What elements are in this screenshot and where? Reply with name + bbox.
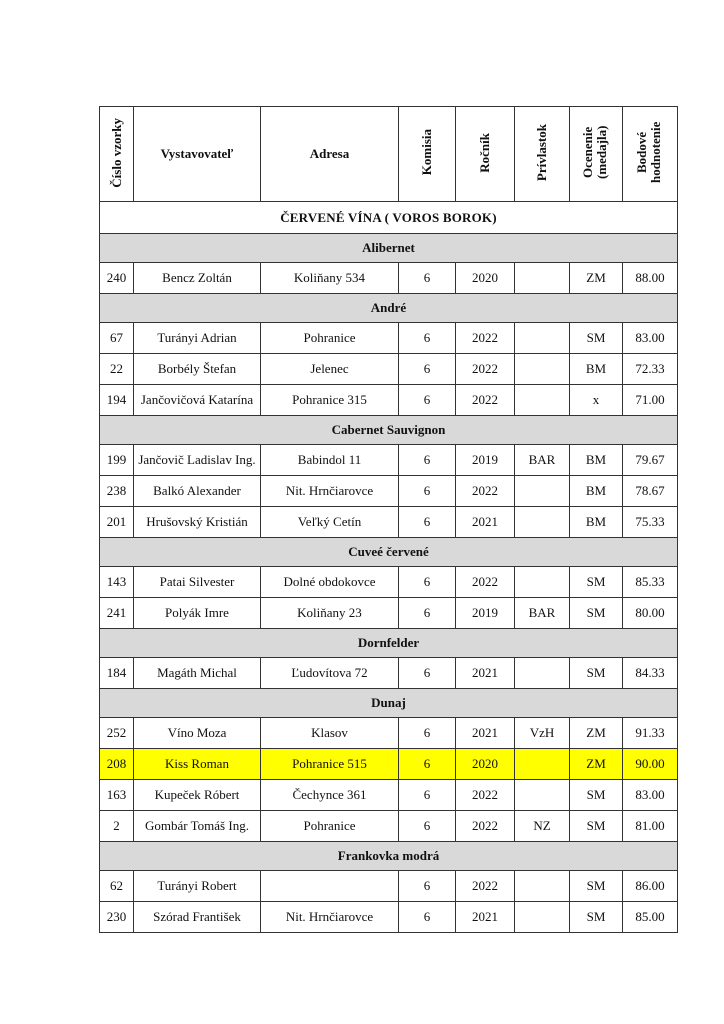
cell-privlastok [515,871,570,902]
cell-ocenenie: BM [570,445,623,476]
cell-body: 72.33 [623,354,678,385]
category-row [100,842,678,871]
cell-vystavovatel: Jančovičová Katarína [134,385,261,416]
cell-ocenenie: x [570,385,623,416]
cell-komisia: 6 [399,354,456,385]
table-row [100,385,678,416]
cell-rocnik: 2022 [456,476,515,507]
cell-adresa: Pohranice 515 [261,749,399,780]
category-name: Cuveé červené [100,538,678,567]
category-row [100,294,678,323]
cell-rocnik: 2022 [456,385,515,416]
cell-vystavovatel: Polyák Imre [134,598,261,629]
cell-body: 88.00 [623,263,678,294]
category-name: Cabernet Sauvignon [100,416,678,445]
cell-komisia: 6 [399,476,456,507]
cell-body: 79.67 [623,445,678,476]
header-bodove: Bodové hodnotenie [623,107,678,202]
cell-body: 80.00 [623,598,678,629]
cell-body: 84.33 [623,658,678,689]
table-row [100,507,678,538]
section-title-row [100,202,678,234]
cell-rocnik: 2019 [456,598,515,629]
cell-rocnik: 2022 [456,354,515,385]
cell-cislo: 240 [100,263,134,294]
cell-rocnik: 2020 [456,749,515,780]
category-row [100,689,678,718]
cell-body: 78.67 [623,476,678,507]
cell-vystavovatel: Hrušovský Kristián [134,507,261,538]
cell-body: 86.00 [623,871,678,902]
cell-ocenenie: SM [570,658,623,689]
cell-adresa: Dolné obdokovce [261,567,399,598]
cell-cislo: 2 [100,811,134,842]
table-row [100,476,678,507]
cell-vystavovatel: Patai Silvester [134,567,261,598]
category-name: Dornfelder [100,629,678,658]
cell-adresa: Nit. Hrnčiarovce [261,476,399,507]
cell-ocenenie: SM [570,323,623,354]
cell-vystavovatel: Bencz Zoltán [134,263,261,294]
cell-vystavovatel: Turányi Adrian [134,323,261,354]
cell-rocnik: 2019 [456,445,515,476]
cell-privlastok [515,323,570,354]
cell-cislo: 208 [100,749,134,780]
cell-vystavovatel: Turányi Robert [134,871,261,902]
cell-komisia: 6 [399,385,456,416]
cell-rocnik: 2022 [456,871,515,902]
cell-rocnik: 2021 [456,718,515,749]
cell-privlastok [515,263,570,294]
cell-cislo: 62 [100,871,134,902]
header-ocenenie: Ocenenie (medajla) [570,107,623,202]
cell-privlastok: NZ [515,811,570,842]
cell-vystavovatel: Borbély Štefan [134,354,261,385]
cell-privlastok: VzH [515,718,570,749]
cell-komisia: 6 [399,323,456,354]
section-title: ČERVENÉ VÍNA ( VOROS BOROK) [100,202,678,234]
category-row [100,629,678,658]
table-row [100,598,678,629]
table-row [100,567,678,598]
cell-cislo: 199 [100,445,134,476]
cell-ocenenie: SM [570,567,623,598]
cell-ocenenie: SM [570,780,623,811]
cell-komisia: 6 [399,780,456,811]
cell-ocenenie: SM [570,902,623,933]
table-row [100,871,678,902]
cell-adresa [261,871,399,902]
cell-cislo: 194 [100,385,134,416]
cell-adresa: Nit. Hrnčiarovce [261,902,399,933]
table-row [100,811,678,842]
cell-cislo: 143 [100,567,134,598]
category-name: André [100,294,678,323]
category-row [100,234,678,263]
cell-adresa: Ľudovítova 72 [261,658,399,689]
category-name: Dunaj [100,689,678,718]
cell-komisia: 6 [399,871,456,902]
cell-body: 91.33 [623,718,678,749]
cell-ocenenie: BM [570,476,623,507]
header-privlastok: Prívlastok [515,107,570,202]
cell-komisia: 6 [399,749,456,780]
category-name: Frankovka modrá [100,842,678,871]
cell-vystavovatel: Kiss Roman [134,749,261,780]
cell-body: 75.33 [623,507,678,538]
cell-privlastok [515,749,570,780]
cell-privlastok [515,658,570,689]
cell-cislo: 230 [100,902,134,933]
cell-rocnik: 2022 [456,567,515,598]
cell-vystavovatel: Szórad František [134,902,261,933]
cell-komisia: 6 [399,658,456,689]
cell-ocenenie: ZM [570,718,623,749]
cell-ocenenie: SM [570,598,623,629]
results-table [99,106,678,933]
cell-adresa: Babindol 11 [261,445,399,476]
cell-privlastok [515,567,570,598]
cell-body: 71.00 [623,385,678,416]
cell-privlastok [515,354,570,385]
cell-adresa: Klasov [261,718,399,749]
cell-ocenenie: BM [570,507,623,538]
cell-ocenenie: ZM [570,263,623,294]
cell-rocnik: 2022 [456,780,515,811]
cell-privlastok [515,385,570,416]
cell-vystavovatel: Víno Moza [134,718,261,749]
cell-privlastok [515,902,570,933]
category-row [100,416,678,445]
cell-body: 81.00 [623,811,678,842]
cell-cislo: 238 [100,476,134,507]
cell-cislo: 184 [100,658,134,689]
cell-rocnik: 2021 [456,658,515,689]
cell-komisia: 6 [399,718,456,749]
table-row [100,445,678,476]
cell-privlastok: BAR [515,598,570,629]
header-komisia: Komisia [399,107,456,202]
table-row [100,354,678,385]
table-row [100,658,678,689]
cell-adresa: Koliňany 23 [261,598,399,629]
cell-ocenenie: ZM [570,749,623,780]
cell-komisia: 6 [399,811,456,842]
cell-privlastok [515,476,570,507]
table-row-highlighted [100,749,678,780]
cell-vystavovatel: Magáth Michal [134,658,261,689]
cell-cislo: 252 [100,718,134,749]
cell-ocenenie: SM [570,871,623,902]
header-rocnik: Ročník [456,107,515,202]
cell-privlastok: BAR [515,445,570,476]
category-name: Alibernet [100,234,678,263]
cell-ocenenie: BM [570,354,623,385]
cell-body: 83.00 [623,323,678,354]
cell-komisia: 6 [399,902,456,933]
cell-cislo: 22 [100,354,134,385]
cell-komisia: 6 [399,598,456,629]
header-adresa: Adresa [261,107,399,202]
cell-komisia: 6 [399,263,456,294]
table-row [100,902,678,933]
cell-rocnik: 2022 [456,811,515,842]
cell-adresa: Pohranice [261,323,399,354]
cell-cislo: 163 [100,780,134,811]
table-row [100,718,678,749]
cell-rocnik: 2021 [456,902,515,933]
cell-vystavovatel: Kupeček Róbert [134,780,261,811]
cell-komisia: 6 [399,507,456,538]
cell-vystavovatel: Gombár Tomáš Ing. [134,811,261,842]
table-row [100,263,678,294]
cell-komisia: 6 [399,445,456,476]
cell-body: 85.33 [623,567,678,598]
cell-body: 83.00 [623,780,678,811]
cell-komisia: 6 [399,567,456,598]
cell-adresa: Pohranice [261,811,399,842]
cell-rocnik: 2020 [456,263,515,294]
cell-privlastok [515,780,570,811]
cell-vystavovatel: Jančovič Ladislav Ing. [134,445,261,476]
cell-body: 90.00 [623,749,678,780]
cell-cislo: 201 [100,507,134,538]
table-row [100,780,678,811]
cell-adresa: Čechynce 361 [261,780,399,811]
cell-adresa: Veľký Cetín [261,507,399,538]
cell-cislo: 67 [100,323,134,354]
header-vystavovatel: Vystavovateľ [134,107,261,202]
cell-adresa: Koliňany 534 [261,263,399,294]
header-cislo: Číslo vzorky [100,107,134,202]
table-row [100,323,678,354]
cell-ocenenie: SM [570,811,623,842]
cell-privlastok [515,507,570,538]
header-row [100,107,678,202]
cell-body: 85.00 [623,902,678,933]
category-row [100,538,678,567]
cell-cislo: 241 [100,598,134,629]
cell-vystavovatel: Balkó Alexander [134,476,261,507]
cell-rocnik: 2021 [456,507,515,538]
cell-adresa: Pohranice 315 [261,385,399,416]
cell-rocnik: 2022 [456,323,515,354]
cell-adresa: Jelenec [261,354,399,385]
